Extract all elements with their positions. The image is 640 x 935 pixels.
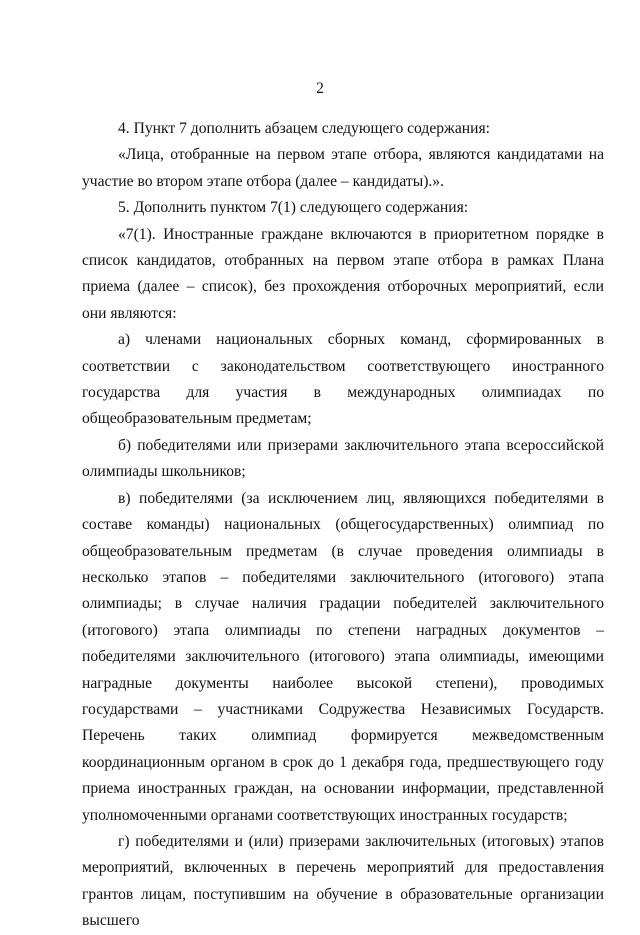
paragraph-quote-candidates: «Лица, отобранные на первом этапе отбора, являются кандидатами на участие во втором этапе отбора (далее – кандидаты).». bbox=[82, 146, 604, 190]
paragraph-item-5: 5. Дополнить пунктом 7(1) следующего содержания: bbox=[118, 199, 469, 217]
paragraph-subitem-a: а) членами национальных сборных команд, сформированных в соответствии с законодательством соответствующего иностранного государства для участия в международных олимпиадах по общеобразовательным предметам; bbox=[82, 331, 604, 428]
page-number: 2 bbox=[316, 80, 324, 97]
paragraph-7-1-intro: «7(1). Иностранные граждане включаются в приоритетном порядке в список кандидатов, отобранных на первом этапе отбора в рамках Плана приема (далее – список), без прохождения отборочных мероприятий, если они являются: bbox=[82, 225, 604, 322]
paragraph-item-4: 4. Пункт 7 дополнить абзацем следующего содержания: bbox=[118, 120, 490, 137]
paragraph-subitem-b: б) победителями или призерами заключительного этапа всероссийской олимпиады школьников; bbox=[82, 436, 604, 481]
paragraph-subitem-v: в) победителями (за исключением лиц, являющихся победителями в составе команды) национальных (общегосударственных) олимпиад по общеобразовательным предметам (в случае проведения олимпиады в несколько этапов – победителями заключительного (итогового) этапа олимпиады; в случае наличия градации победителей заключительного (итогового) этапа олимпиады по степени наградных документов – победителями заключительного (итогового) этапа олимпиады, имеющими наградные документы наиболее высокой степени), проводимых государствами – участниками Содружества Независимых Государств. Перечень таких олимпиад формируется межведомственным координационным органом в срок до 1 декабря года, предшествующего году приема иностранных граждан, на основании информации, представленной уполномоченными органами соответствующих иностранных государств; bbox=[82, 489, 604, 824]
paragraph-subitem-g: г) победителями и (или) призерами заключительных (итоговых) этапов мероприятий, включенных в перечень мероприятий для предоставления грантов лицам, поступившим на обучение в образовательные организации высшего bbox=[82, 832, 604, 930]
document-body bbox=[82, 116, 604, 935]
